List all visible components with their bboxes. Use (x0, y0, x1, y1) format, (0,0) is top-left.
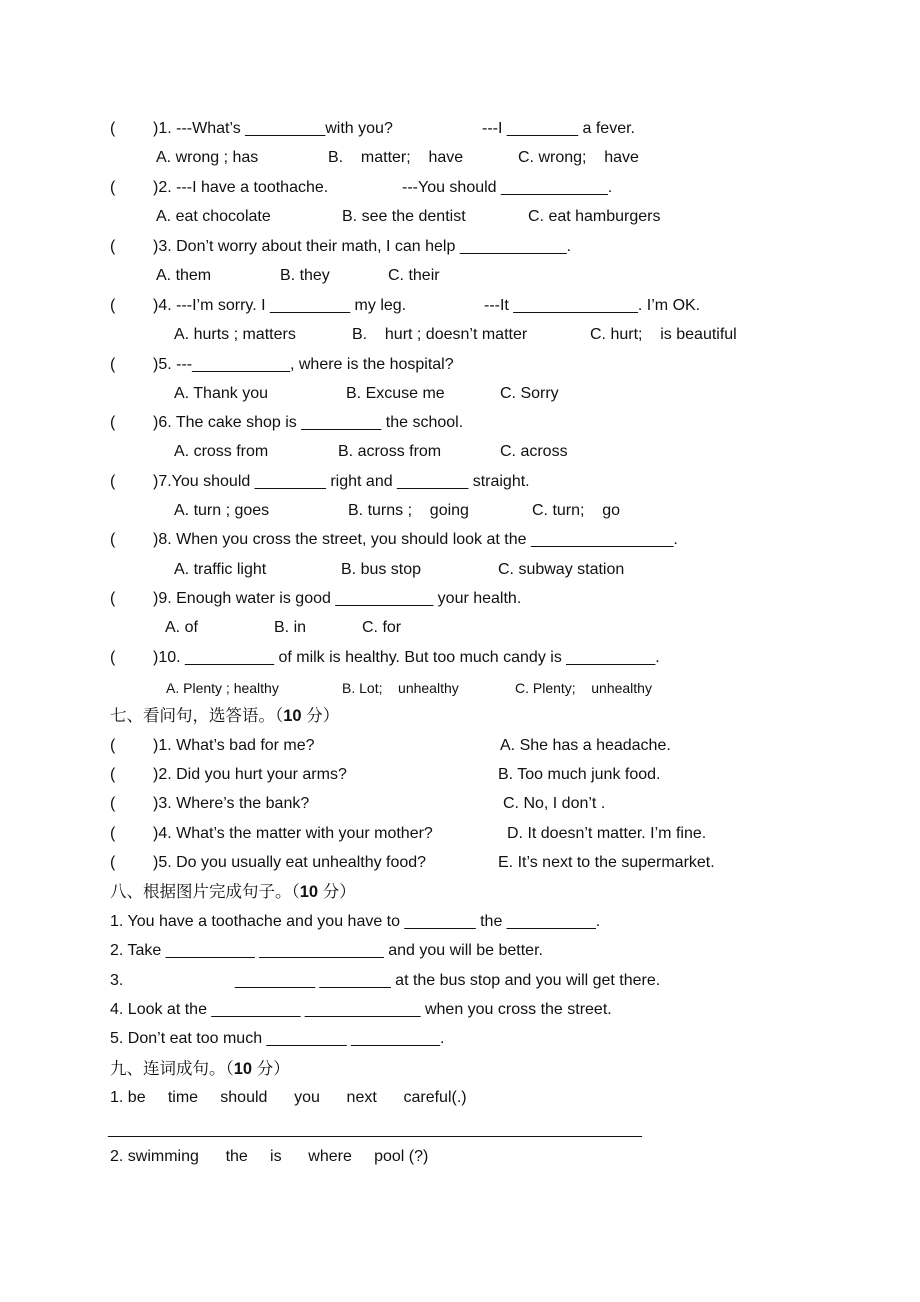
option-b: B. Excuse me (346, 385, 445, 402)
option-c: C. for (362, 619, 402, 636)
option-b: B. Lot; unhealthy (342, 680, 459, 696)
option-c: C. Plenty; unhealthy (515, 680, 652, 696)
option-c: C. subway station (498, 561, 625, 578)
question-text: )3. Don’t worry about their math, I can help ____________. (153, 238, 572, 255)
option-a: A. wrong ; has (156, 149, 259, 166)
option-a: A. Plenty ; healthy (166, 680, 279, 696)
option-b: B. in (274, 619, 307, 636)
option-c: C. Sorry (500, 385, 559, 402)
option-c: C. across (500, 443, 568, 460)
answer-paren: ( (110, 531, 116, 548)
question-text: )6. The cake shop is _________ the school. (153, 414, 464, 431)
option-a: A. of (165, 619, 198, 636)
scrambled-words: 2. swimming the is where pool (?) (110, 1148, 429, 1165)
answer-paren: ( (110, 795, 116, 812)
section-heading: 七、看问句，选答语。（10 分） (110, 707, 340, 725)
answer-line: ____________________________________________________________ (108, 1121, 642, 1138)
answer-paren: ( (110, 179, 116, 196)
question-text: )1. What’s bad for me? (153, 737, 315, 754)
answer-option: C. No, I don’t . (503, 795, 606, 812)
sentence-line: 2. Take __________ ______________ and you will be better. (110, 942, 543, 959)
option-b: B. they (280, 267, 330, 284)
answer-paren: ( (110, 473, 116, 490)
option-c: C. wrong; have (518, 149, 639, 166)
answer-option: E. It’s next to the supermarket. (498, 854, 715, 871)
answer-paren: ( (110, 238, 116, 255)
answer-paren: ( (110, 297, 116, 314)
option-a: A. them (156, 267, 212, 284)
section-heading: 九、连词成句。（10 分） (110, 1060, 290, 1078)
option-a: A. traffic light (174, 561, 267, 578)
answer-paren: ( (110, 590, 116, 607)
answer-paren: ( (110, 766, 116, 783)
question-text: )9. Enough water is good ___________ your health. (153, 590, 522, 607)
question-reply: ---I ________ a fever. (482, 120, 635, 137)
answer-paren: ( (110, 854, 116, 871)
option-b: B. hurt ; doesn’t matter (352, 326, 528, 343)
option-c: C. turn; go (532, 502, 621, 519)
question-text: )2. ---I have a toothache. (153, 179, 329, 196)
question-text: )1. ---What’s _________with you? (153, 120, 393, 137)
question-text: )10. __________ of milk is healthy. But too much candy is __________. (153, 649, 660, 666)
option-a: A. turn ; goes (174, 502, 270, 519)
answer-paren: ( (110, 120, 116, 137)
answer-option: B. Too much junk food. (498, 766, 661, 783)
option-c: C. their (388, 267, 440, 284)
option-a: A. eat chocolate (156, 208, 271, 225)
question-text: )4. ---I’m sorry. I _________ my leg. (153, 297, 407, 314)
question-text: )2. Did you hurt your arms? (153, 766, 347, 783)
sentence-line: _________ ________ at the bus stop and you will get there. (235, 972, 661, 989)
answer-paren: ( (110, 414, 116, 431)
option-b: B. turns ; going (348, 502, 469, 519)
answer-paren: ( (110, 825, 116, 842)
question-text: )5. Do you usually eat unhealthy food? (153, 854, 427, 871)
option-c: C. eat hamburgers (528, 208, 661, 225)
sentence-line: 1. You have a toothache and you have to ________ the __________. (110, 913, 601, 930)
scrambled-words: 1. be time should you next careful(.) (110, 1089, 467, 1106)
sentence-line: 4. Look at the __________ _____________ when you cross the street. (110, 1001, 612, 1018)
option-b: B. across from (338, 443, 442, 460)
answer-paren: ( (110, 649, 116, 666)
option-a: A. hurts ; matters (174, 326, 296, 343)
answer-option: D. It doesn’t matter. I’m fine. (507, 825, 707, 842)
question-text: )8. When you cross the street, you should look at the ________________. (153, 531, 678, 548)
option-b: B. bus stop (341, 561, 422, 578)
answer-paren: ( (110, 356, 116, 373)
option-b: B. matter; have (328, 149, 464, 166)
option-b: B. see the dentist (342, 208, 466, 225)
option-a: A. cross from (174, 443, 269, 460)
section-heading: 八、根据图片完成句子。（10 分） (110, 883, 356, 901)
question-reply: ---You should ____________. (402, 179, 613, 196)
question-text: )7.You should ________ right and ________ straight. (153, 473, 530, 490)
question-reply: ---It ______________. I’m OK. (484, 297, 701, 314)
sentence-line: 5. Don’t eat too much _________ __________. (110, 1030, 445, 1047)
sentence-number: 3. (110, 972, 124, 989)
answer-option: A. She has a headache. (500, 737, 671, 754)
question-text: )4. What’s the matter with your mother? (153, 825, 433, 842)
question-text: )5. ---___________, where is the hospital? (153, 356, 454, 373)
option-a: A. Thank you (174, 385, 268, 402)
option-c: C. hurt; is beautiful (590, 326, 737, 343)
answer-paren: ( (110, 737, 116, 754)
question-text: )3. Where’s the bank? (153, 795, 310, 812)
